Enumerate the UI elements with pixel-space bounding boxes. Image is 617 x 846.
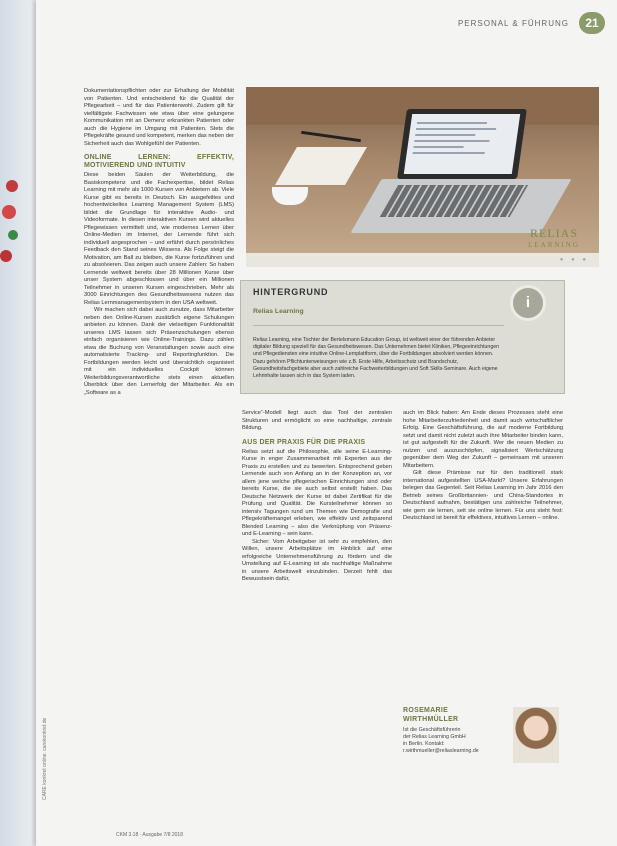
author-photo [513,707,559,763]
author-role-line: Ist die Geschäftsführerin [403,727,461,733]
author-role-line: der Relias Learning GmbH [403,734,466,740]
page-footer: CKM 3.18 · Ausgabe 7/8 2018 [116,832,183,838]
screen-line [415,134,475,136]
author-role-line: in Berlin. Kontakt: [403,741,445,747]
column-3-paragraph: Gilt diese Prämisse nur für den traditionell stark international aufgestellten USA-Markt? Unsere Erfahrungen belegen das Gegenteil. Seit Relias Learning im Jahr 2016 den Betrieb seines Großbritannien- und China-Standortes in Deutschland aufnahm, bestätigen uns zahlreiche Teilnehmer, wie gern sie lernen, seit sie online lernen. Für uns steht fest: Deutschland ist bereit für effektives, intuitives Lernen – online. [403,470,563,521]
author-first-name: ROSEMARIE [403,707,449,714]
coffee-cup-image [272,187,308,205]
decorative-dot [0,250,12,262]
author-email: r.wirthmueller@reliaslearning.de [403,748,479,754]
laptop-photo [246,87,599,267]
section-heading-aus-der-praxis: AUS DER PRAXIS FÜR DIE PRAXIS [242,438,366,446]
laptop-display [404,114,520,174]
screen-line [413,152,485,154]
laptop-screen-image [397,109,527,179]
column-2 [242,410,392,584]
section-title: PERSONAL & FÜHRUNG [457,19,569,28]
decorative-dot [2,205,16,219]
screen-line [416,128,496,130]
section-heading-online-lernen: ONLINE LERNEN: EFFEKTIV, MOTIVIEREND UND INTUITIV [84,154,234,169]
magazine-page [36,0,617,846]
screen-line [413,146,463,148]
pen-image [301,131,361,142]
laptop-keys [380,185,528,217]
column-2-paragraph: Relias setzt auf die Philosophie, alle seine E-Learning-Kurse in enger Zusammenarbeit mit Experten aus der Praxis zu erstellen und zu bewerten. Entsprechend geben Lernende auch von Anfang an in der Konzeption an, vor allem jene welche pflegerischen Einrichtungen sind oder bereits Kurse, die sie auch selbst erstellt haben. Das Deutsche Netzwerk der Kurse ist dabei Zertifikat für die Prüfung und Qualität. Die Kursteilnehmer können so intensiv Tagungen rund um Themen wie Demografie und Pflegekräftemangel erleben, wie effektiv und zeitsparend Blended Learning – also die Verknüpfung von Präsenz- und E-Learning – sein kann. [242,448,392,537]
background-info-box [240,280,565,394]
logo-line-2: LEARNING [528,241,580,249]
notebook-image [275,147,367,185]
photo-bottom-band [246,253,599,267]
column-1 [84,88,234,397]
photo-dots: ● ● ● [559,257,589,263]
decorative-dot [6,180,18,192]
info-box-text: Relias Learning, eine Tochter der Bertelsmann Education Group, ist weltweit einer der führenden Anbieter digitaler Bildung speziell für das Gesundheitswesen. Das Unternehmen bietet Kliniken, Pflegeeinrichtungen und Pflegediensten eine intuitive Online-Lernplattform, über die Fortbildungen absolviert werden können. Dazu gehören Pflichtunterweisungen wie z.B. Erste Hilfe, Arbeitsschutz und Brandschutz, Gesundheitsfachgebiete aber auch zahlreiche Fachweiterbildungen und Soft Skills-Seminare. Auch eigene Lehrinhalte lassen sich in das System laden. [253,337,499,380]
info-box-subtitle: Relias Learning [253,308,304,315]
column-3-paragraph: auch im Blick haben: Am Ende dieses Prozesses steht eine hohe Mitarbeiterzufriedenheit und damit auch wirtschaftlicher Erfolg. Eine Geschäftsführung, die auf moderne Fortbildung setzt und damit nicht zuletzt auch ihre Mitarbeiter binden kann, ist gut aufgestellt für die Zukunft. Wer die neuen Medien zu nutzen und auszuschöpfen, signalisiert Wertschätzung gegenüber dem Weg der Zukunft – gemeinsam mit unseren Mitarbeitern. [403,410,563,469]
column-1-paragraph: Wir machen sich dabei auch zunutze, dass Mitarbeiter neben den Online-Kursen zusätzlich eigene Schulungen anbieten zu können. Dank der vielseitigen Funktionalität unseres LMS lassen sich Präsenzschulungen ebenso einfach organisieren wie Online-Trainings. Dazu zählen etwa die Buchung von Veranstaltungen sowie auch eine automatisierte Tracking- und Reportingfunktion. Die Fortbildungen werden leicht und übersichtlich organisiert mit ein individuelles Cockpit können Weiterbildungsverantwortliche stets einen aktuellen Überblick über den Lernerfolg der Mitarbeiter. Als ein „Software as a [84,307,234,396]
info-box-title: HINTERGRUND [253,287,329,297]
info-box-divider [253,325,504,326]
author-box [403,707,563,787]
page-number: 21 [579,12,605,34]
page-margin-strip [0,0,32,846]
column-2-intro: Service“-Modell liegt auch das Tool der zentralen Strukturen und ermöglicht so eine nachhaltige, zentrale Bildung. [242,410,392,431]
column-2-paragraph: Sicher: Vom Arbeitgeber ist sehr zu empfehlen, den Willen, unsere Arbeitsplätze im Hinblick auf eine erfolgreiche Unternehmensführung zu fördern und die Umstellung auf E-Learning ist als nachhaltige Maßnahme in unsere Arbeitswelt einzubinden. Derzeit fehlt das Bewusstsein dafür, [242,538,392,582]
column-3 [403,410,563,523]
column-1-paragraph: Diese beiden Säulen der Weiterbildung, die Basiskompetenz und die Fachexpertise, bildet Relias Learning mit mehr als 1000 Kursen von Anbietern ab. Viele Kurse gibt es bereits in Deutsch. Ein ausgefeiltes und hochentwickeltes Learning Management System (LMS) bildet die Grundlage für interaktive Audio- und Videoformate. In diesen interaktiven Kursen wird aktuelles Pflegewissen vermittelt und, wie modernes Lernen über Online-Medien im Internet, der Lernende führt sich individuell angesprochen – und erfährt durch persönliches Feedback den Stand seines Wissens. Als Folge steigt die Motivation, am Ball zu bleiben, die Kurse fortzuführen und zu absolvieren. Das zeigen auch unsere Zahlen: So haben Lernende weltweit bereits über 28 Millionen Kurse über unser System abgeschlossen und über ein Millionen Teilnehmer in unseren Kursen eingeschrieben. Mehr als 3000 Einrichtungen des Gesundheitswesens nutzen das Relias Lernmanagementsystem in den USA weltweit. [84,172,234,306]
screen-line [414,140,489,142]
screen-line [417,122,487,124]
decorative-dot [8,230,18,240]
info-icon: i [510,285,546,321]
margin-vertical-text: CARE konkret online: carekonkret.de [42,717,48,800]
laptop-keyboard-image [350,179,571,233]
logo-line-1: RELIAS [530,226,578,240]
author-last-name: WIRTHMÜLLER [403,715,459,723]
column-1-intro: Dokumentationspflichten oder zur Erhaltung der Mobilität von Patienten. Und entscheidend für die Qualität der Pflegearbeit – und für das Patientenwohl. Zudem gilt für vielfältigste Fachwissen wie etwa über eine gelungene Kommunikation mit an Demenz erkrankten Patienten oder auch die Hygiene im Umgang mit Patienten. Stets die Pflegekräfte gesund und kompetent, merken das neben der Sicherheit auch das Wohlgefühl der Patienten. [84,88,234,147]
relias-logo [519,226,589,249]
